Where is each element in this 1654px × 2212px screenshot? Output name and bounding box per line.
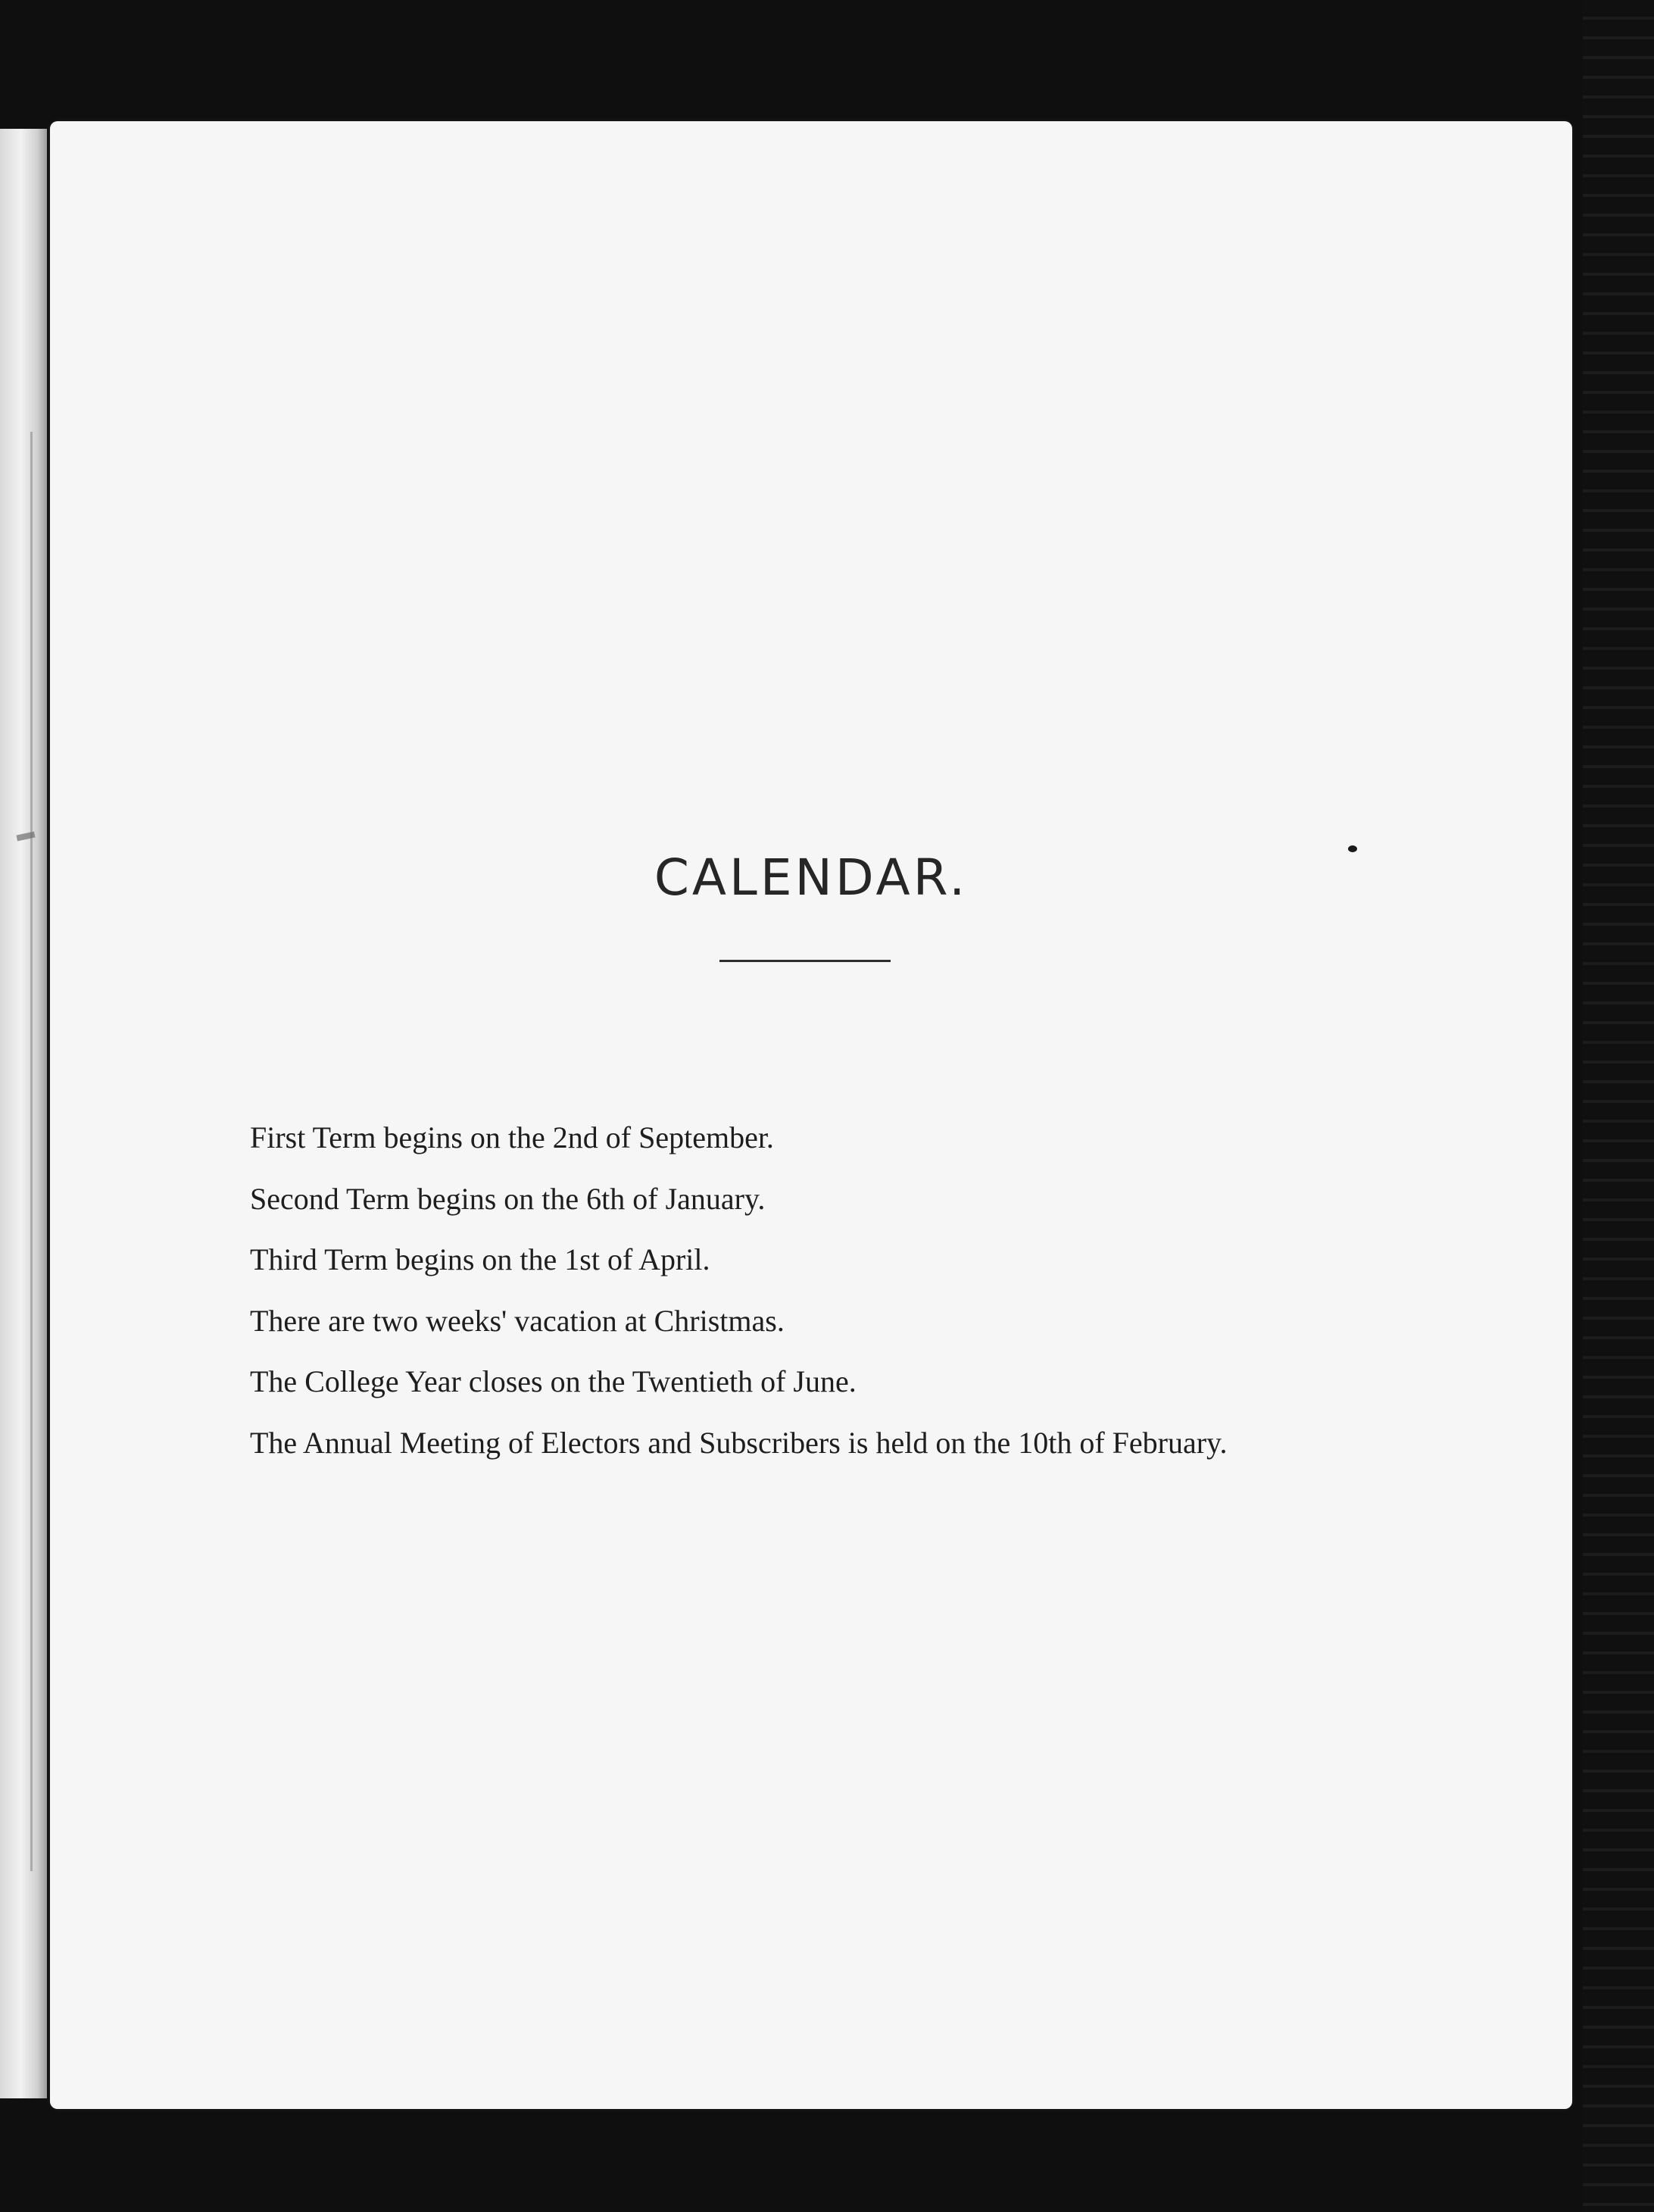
calendar-line-second-term: Second Term begins on the 6th of January. xyxy=(250,1181,766,1216)
calendar-list xyxy=(250,1120,1228,1489)
page-crease xyxy=(30,432,33,1871)
calendar-line-christmas: There are two weeks' vacation at Christmas. xyxy=(250,1303,785,1338)
page-content xyxy=(50,121,1572,2109)
page-title: CALENDAR. xyxy=(654,848,969,907)
adjacent-page-edge xyxy=(0,129,47,2098)
title-rule xyxy=(719,960,891,962)
calendar-line-year-close: The College Year closes on the Twentieth of June. xyxy=(250,1364,857,1398)
calendar-line-third-term: Third Term begins on the 1st of April. xyxy=(250,1242,710,1276)
document-page xyxy=(50,121,1572,2109)
film-border xyxy=(1583,0,1654,2212)
calendar-line-first-term: First Term begins on the 2nd of September. xyxy=(250,1120,774,1154)
ink-speck xyxy=(1348,845,1357,852)
calendar-line-annual-meeting: The Annual Meeting of Electors and Subscribers is held on the 10th of February. xyxy=(250,1425,1228,1460)
